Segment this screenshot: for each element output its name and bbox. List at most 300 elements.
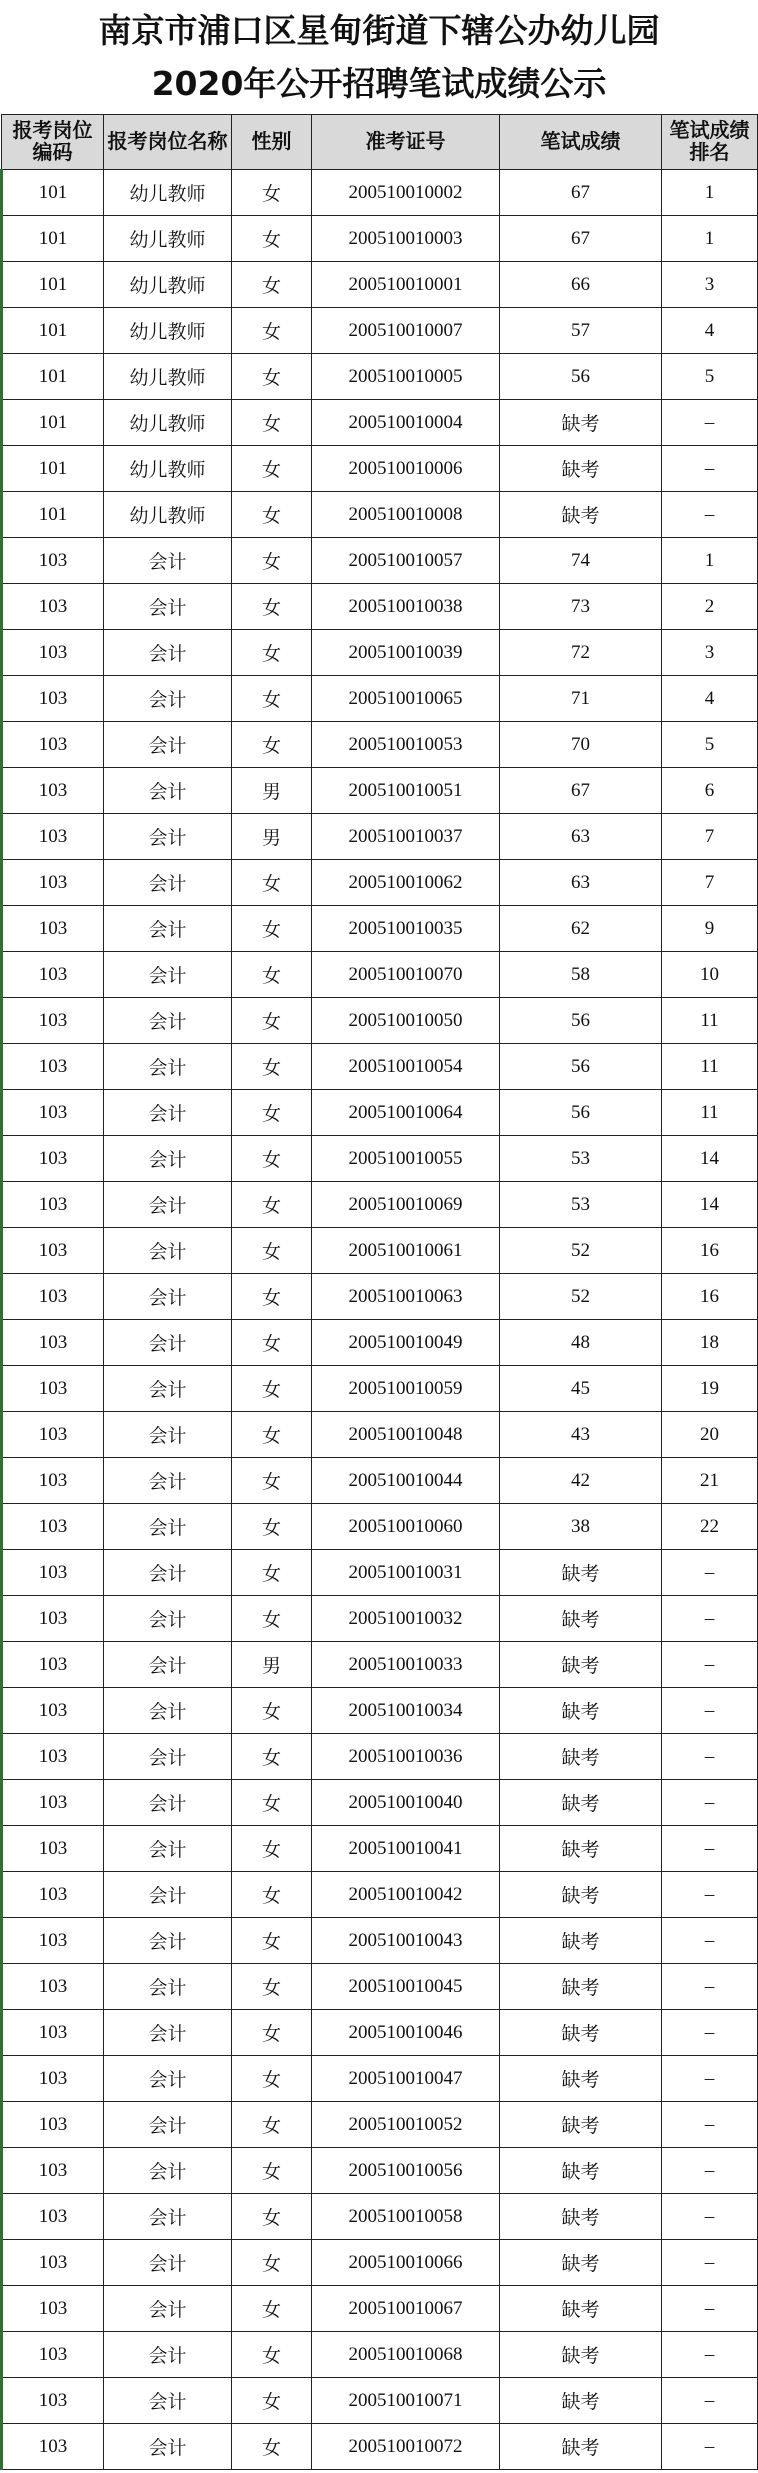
cell-position-code: 103 xyxy=(2,2332,104,2378)
cell-position-code: 103 xyxy=(2,814,104,860)
table-row xyxy=(2,1688,758,1734)
cell-position-name: 会计 xyxy=(104,906,232,952)
table-body xyxy=(2,170,758,2470)
cell-ticket-number: 200510010072 xyxy=(312,2424,500,2470)
table-row xyxy=(2,952,758,998)
cell-gender: 女 xyxy=(232,1274,312,1320)
cell-score: 缺考 xyxy=(500,1780,662,1826)
cell-gender: 女 xyxy=(232,2148,312,2194)
table-row xyxy=(2,1458,758,1504)
cell-ticket-number: 200510010043 xyxy=(312,1918,500,1964)
cell-score: 缺考 xyxy=(500,492,662,538)
cell-score: 52 xyxy=(500,1274,662,1320)
cell-rank: 18 xyxy=(662,1320,758,1366)
cell-rank: – xyxy=(662,492,758,538)
table-row xyxy=(2,1734,758,1780)
table-row xyxy=(2,446,758,492)
cell-rank: 2 xyxy=(662,584,758,630)
cell-score: 53 xyxy=(500,1182,662,1228)
cell-gender: 女 xyxy=(232,1780,312,1826)
cell-position-name: 会计 xyxy=(104,1504,232,1550)
cell-position-name: 会计 xyxy=(104,2102,232,2148)
cell-position-code: 101 xyxy=(2,492,104,538)
cell-position-code: 103 xyxy=(2,1366,104,1412)
cell-gender: 女 xyxy=(232,1826,312,1872)
cell-gender: 女 xyxy=(232,722,312,768)
cell-rank: – xyxy=(662,2424,758,2470)
cell-gender: 女 xyxy=(232,1136,312,1182)
cell-gender: 女 xyxy=(232,1688,312,1734)
cell-rank: – xyxy=(662,1734,758,1780)
table-row xyxy=(2,354,758,400)
cell-score: 67 xyxy=(500,216,662,262)
cell-rank: 7 xyxy=(662,860,758,906)
table-row xyxy=(2,2056,758,2102)
cell-gender: 女 xyxy=(232,1182,312,1228)
cell-ticket-number: 200510010039 xyxy=(312,630,500,676)
cell-position-name: 会计 xyxy=(104,768,232,814)
cell-rank: 1 xyxy=(662,538,758,584)
cell-rank: – xyxy=(662,1780,758,1826)
cell-rank: 11 xyxy=(662,1044,758,1090)
cell-position-code: 103 xyxy=(2,2240,104,2286)
cell-ticket-number: 200510010035 xyxy=(312,906,500,952)
cell-ticket-number: 200510010038 xyxy=(312,584,500,630)
header-score: 笔试成绩 xyxy=(500,115,662,170)
cell-rank: 22 xyxy=(662,1504,758,1550)
cell-position-code: 103 xyxy=(2,538,104,584)
cell-score: 57 xyxy=(500,308,662,354)
cell-gender: 女 xyxy=(232,400,312,446)
cell-position-code: 103 xyxy=(2,768,104,814)
cell-gender: 女 xyxy=(232,2378,312,2424)
table-row xyxy=(2,1504,758,1550)
cell-score: 缺考 xyxy=(500,2102,662,2148)
table-row xyxy=(2,998,758,1044)
cell-position-name: 会计 xyxy=(104,1366,232,1412)
table-row xyxy=(2,906,758,952)
table-row xyxy=(2,492,758,538)
cell-gender: 女 xyxy=(232,2424,312,2470)
cell-gender: 女 xyxy=(232,630,312,676)
cell-ticket-number: 200510010048 xyxy=(312,1412,500,1458)
cell-score: 缺考 xyxy=(500,2056,662,2102)
cell-gender: 女 xyxy=(232,354,312,400)
header-rank: 笔试成绩排名 xyxy=(662,115,758,170)
cell-rank: – xyxy=(662,1550,758,1596)
cell-position-code: 101 xyxy=(2,400,104,446)
cell-score: 缺考 xyxy=(500,2286,662,2332)
table-row xyxy=(2,2010,758,2056)
table-row xyxy=(2,1550,758,1596)
cell-ticket-number: 200510010052 xyxy=(312,2102,500,2148)
table-row xyxy=(2,2424,758,2470)
header-position-name: 报考岗位名称 xyxy=(104,115,232,170)
cell-rank: 14 xyxy=(662,1182,758,1228)
cell-position-name: 幼儿教师 xyxy=(104,400,232,446)
cell-position-name: 会计 xyxy=(104,2240,232,2286)
cell-position-name: 会计 xyxy=(104,2286,232,2332)
cell-gender: 女 xyxy=(232,1412,312,1458)
cell-gender: 女 xyxy=(232,2332,312,2378)
cell-rank: 7 xyxy=(662,814,758,860)
cell-gender: 女 xyxy=(232,1918,312,1964)
cell-position-name: 会计 xyxy=(104,2010,232,2056)
cell-score: 缺考 xyxy=(500,1642,662,1688)
cell-rank: 14 xyxy=(662,1136,758,1182)
cell-rank: – xyxy=(662,1642,758,1688)
cell-rank: – xyxy=(662,1596,758,1642)
cell-ticket-number: 200510010062 xyxy=(312,860,500,906)
cell-gender: 女 xyxy=(232,2194,312,2240)
cell-position-code: 103 xyxy=(2,630,104,676)
cell-rank: 4 xyxy=(662,676,758,722)
cell-gender: 女 xyxy=(232,262,312,308)
table-row xyxy=(2,2194,758,2240)
cell-score: 缺考 xyxy=(500,1550,662,1596)
cell-rank: – xyxy=(662,1826,758,1872)
cell-position-name: 会计 xyxy=(104,1044,232,1090)
header-ticket-number: 准考证号 xyxy=(312,115,500,170)
cell-rank: 11 xyxy=(662,998,758,1044)
table-row xyxy=(2,1044,758,1090)
table-row xyxy=(2,1826,758,1872)
cell-score: 缺考 xyxy=(500,2194,662,2240)
cell-position-name: 会计 xyxy=(104,814,232,860)
table-row xyxy=(2,2240,758,2286)
table-row xyxy=(2,2332,758,2378)
table-header xyxy=(2,115,758,170)
cell-ticket-number: 200510010058 xyxy=(312,2194,500,2240)
cell-ticket-number: 200510010046 xyxy=(312,2010,500,2056)
cell-ticket-number: 200510010061 xyxy=(312,1228,500,1274)
cell-ticket-number: 200510010050 xyxy=(312,998,500,1044)
cell-position-code: 103 xyxy=(2,584,104,630)
cell-gender: 女 xyxy=(232,1504,312,1550)
cell-rank: – xyxy=(662,2240,758,2286)
cell-position-name: 会计 xyxy=(104,1550,232,1596)
table-row xyxy=(2,2378,758,2424)
cell-score: 72 xyxy=(500,630,662,676)
table-row xyxy=(2,308,758,354)
cell-gender: 男 xyxy=(232,814,312,860)
cell-position-name: 会计 xyxy=(104,1688,232,1734)
cell-rank: 3 xyxy=(662,630,758,676)
table-row xyxy=(2,1642,758,1688)
cell-rank: 1 xyxy=(662,216,758,262)
cell-rank: 3 xyxy=(662,262,758,308)
cell-gender: 女 xyxy=(232,1320,312,1366)
cell-rank: 21 xyxy=(662,1458,758,1504)
cell-position-code: 103 xyxy=(2,1826,104,1872)
table-row xyxy=(2,170,758,216)
cell-gender: 女 xyxy=(232,998,312,1044)
table-row xyxy=(2,768,758,814)
cell-gender: 女 xyxy=(232,676,312,722)
table-row xyxy=(2,2148,758,2194)
cell-ticket-number: 200510010008 xyxy=(312,492,500,538)
cell-position-code: 103 xyxy=(2,2194,104,2240)
cell-gender: 男 xyxy=(232,768,312,814)
cell-ticket-number: 200510010007 xyxy=(312,308,500,354)
cell-rank: 5 xyxy=(662,354,758,400)
cell-position-code: 103 xyxy=(2,2148,104,2194)
cell-score: 56 xyxy=(500,1090,662,1136)
cell-ticket-number: 200510010033 xyxy=(312,1642,500,1688)
cell-ticket-number: 200510010053 xyxy=(312,722,500,768)
cell-position-code: 101 xyxy=(2,262,104,308)
cell-score: 52 xyxy=(500,1228,662,1274)
cell-position-name: 会计 xyxy=(104,2424,232,2470)
cell-position-name: 会计 xyxy=(104,2378,232,2424)
cell-score: 缺考 xyxy=(500,1596,662,1642)
cell-gender: 女 xyxy=(232,538,312,584)
cell-rank: – xyxy=(662,400,758,446)
table-row xyxy=(2,1872,758,1918)
cell-gender: 女 xyxy=(232,170,312,216)
cell-score: 73 xyxy=(500,584,662,630)
cell-position-name: 会计 xyxy=(104,1734,232,1780)
cell-score: 70 xyxy=(500,722,662,768)
cell-ticket-number: 200510010034 xyxy=(312,1688,500,1734)
cell-ticket-number: 200510010055 xyxy=(312,1136,500,1182)
cell-position-code: 103 xyxy=(2,2010,104,2056)
table-row xyxy=(2,1596,758,1642)
cell-gender: 女 xyxy=(232,952,312,998)
cell-score: 缺考 xyxy=(500,1918,662,1964)
cell-position-name: 会计 xyxy=(104,630,232,676)
cell-position-name: 会计 xyxy=(104,860,232,906)
cell-ticket-number: 200510010064 xyxy=(312,1090,500,1136)
cell-position-code: 101 xyxy=(2,308,104,354)
cell-score: 42 xyxy=(500,1458,662,1504)
table-row xyxy=(2,1182,758,1228)
table-row xyxy=(2,1918,758,1964)
cell-position-code: 103 xyxy=(2,1872,104,1918)
cell-position-code: 103 xyxy=(2,1458,104,1504)
cell-score: 66 xyxy=(500,262,662,308)
cell-position-code: 103 xyxy=(2,1320,104,1366)
cell-position-code: 103 xyxy=(2,1734,104,1780)
cell-ticket-number: 200510010041 xyxy=(312,1826,500,1872)
cell-position-code: 103 xyxy=(2,906,104,952)
cell-ticket-number: 200510010044 xyxy=(312,1458,500,1504)
cell-gender: 女 xyxy=(232,1090,312,1136)
cell-rank: 1 xyxy=(662,170,758,216)
cell-score: 缺考 xyxy=(500,2332,662,2378)
table-row xyxy=(2,1412,758,1458)
cell-score: 缺考 xyxy=(500,2010,662,2056)
cell-score: 56 xyxy=(500,998,662,1044)
cell-position-name: 会计 xyxy=(104,2056,232,2102)
cell-score: 48 xyxy=(500,1320,662,1366)
cell-score: 缺考 xyxy=(500,2378,662,2424)
cell-position-code: 103 xyxy=(2,1964,104,2010)
cell-score: 71 xyxy=(500,676,662,722)
cell-rank: 4 xyxy=(662,308,758,354)
cell-position-code: 103 xyxy=(2,2424,104,2470)
cell-ticket-number: 200510010057 xyxy=(312,538,500,584)
cell-position-name: 会计 xyxy=(104,1596,232,1642)
cell-ticket-number: 200510010054 xyxy=(312,1044,500,1090)
cell-position-code: 103 xyxy=(2,952,104,998)
cell-position-name: 会计 xyxy=(104,2148,232,2194)
cell-position-code: 103 xyxy=(2,1044,104,1090)
cell-position-name: 会计 xyxy=(104,952,232,998)
cell-gender: 女 xyxy=(232,906,312,952)
cell-position-code: 101 xyxy=(2,354,104,400)
cell-rank: – xyxy=(662,2102,758,2148)
cell-ticket-number: 200510010070 xyxy=(312,952,500,998)
cell-position-name: 幼儿教师 xyxy=(104,446,232,492)
cell-position-name: 会计 xyxy=(104,998,232,1044)
cell-gender: 女 xyxy=(232,1964,312,2010)
table-row xyxy=(2,1366,758,1412)
table-row xyxy=(2,1320,758,1366)
cell-score: 38 xyxy=(500,1504,662,1550)
cell-position-code: 103 xyxy=(2,1274,104,1320)
cell-score: 63 xyxy=(500,814,662,860)
table-row xyxy=(2,2102,758,2148)
cell-gender: 女 xyxy=(232,2056,312,2102)
cell-score: 56 xyxy=(500,354,662,400)
cell-score: 缺考 xyxy=(500,400,662,446)
cell-ticket-number: 200510010004 xyxy=(312,400,500,446)
cell-gender: 女 xyxy=(232,1044,312,1090)
cell-position-code: 103 xyxy=(2,1412,104,1458)
cell-position-code: 103 xyxy=(2,1918,104,1964)
cell-position-code: 103 xyxy=(2,1228,104,1274)
cell-position-name: 会计 xyxy=(104,1642,232,1688)
cell-position-name: 会计 xyxy=(104,1412,232,1458)
cell-gender: 女 xyxy=(232,1228,312,1274)
cell-rank: – xyxy=(662,2148,758,2194)
cell-gender: 男 xyxy=(232,1642,312,1688)
cell-score: 56 xyxy=(500,1044,662,1090)
header-row xyxy=(2,115,758,170)
cell-rank: 10 xyxy=(662,952,758,998)
cell-ticket-number: 200510010036 xyxy=(312,1734,500,1780)
table-row xyxy=(2,538,758,584)
cell-gender: 女 xyxy=(232,492,312,538)
table-row xyxy=(2,1090,758,1136)
cell-ticket-number: 200510010037 xyxy=(312,814,500,860)
cell-rank: 16 xyxy=(662,1228,758,1274)
cell-position-name: 幼儿教师 xyxy=(104,262,232,308)
header-gender: 性别 xyxy=(232,115,312,170)
cell-position-name: 会计 xyxy=(104,1458,232,1504)
cell-position-name: 幼儿教师 xyxy=(104,308,232,354)
cell-ticket-number: 200510010069 xyxy=(312,1182,500,1228)
cell-gender: 女 xyxy=(232,446,312,492)
cell-position-code: 103 xyxy=(2,676,104,722)
table-row xyxy=(2,400,758,446)
cell-position-name: 会计 xyxy=(104,676,232,722)
cell-ticket-number: 200510010056 xyxy=(312,2148,500,2194)
cell-position-name: 幼儿教师 xyxy=(104,354,232,400)
cell-position-name: 会计 xyxy=(104,722,232,768)
cell-rank: – xyxy=(662,1964,758,2010)
cell-position-code: 103 xyxy=(2,722,104,768)
cell-position-name: 会计 xyxy=(104,1780,232,1826)
cell-rank: 11 xyxy=(662,1090,758,1136)
cell-rank: – xyxy=(662,1918,758,1964)
table-row xyxy=(2,722,758,768)
cell-position-code: 103 xyxy=(2,1596,104,1642)
cell-ticket-number: 200510010042 xyxy=(312,1872,500,1918)
cell-gender: 女 xyxy=(232,308,312,354)
cell-ticket-number: 200510010067 xyxy=(312,2286,500,2332)
cell-rank: – xyxy=(662,1688,758,1734)
table-row xyxy=(2,676,758,722)
cell-score: 67 xyxy=(500,768,662,814)
cell-ticket-number: 200510010003 xyxy=(312,216,500,262)
table-row xyxy=(2,814,758,860)
cell-position-name: 会计 xyxy=(104,584,232,630)
cell-score: 缺考 xyxy=(500,2148,662,2194)
cell-gender: 女 xyxy=(232,216,312,262)
table-row xyxy=(2,860,758,906)
cell-gender: 女 xyxy=(232,1366,312,1412)
cell-ticket-number: 200510010051 xyxy=(312,768,500,814)
cell-position-code: 103 xyxy=(2,1182,104,1228)
cell-position-name: 会计 xyxy=(104,1872,232,1918)
cell-ticket-number: 200510010001 xyxy=(312,262,500,308)
cell-position-code: 101 xyxy=(2,170,104,216)
cell-position-name: 会计 xyxy=(104,1182,232,1228)
cell-ticket-number: 200510010047 xyxy=(312,2056,500,2102)
header-position-code: 报考岗位编码 xyxy=(2,115,104,170)
cell-position-code: 103 xyxy=(2,860,104,906)
cell-ticket-number: 200510010063 xyxy=(312,1274,500,1320)
table-row xyxy=(2,1780,758,1826)
cell-score: 67 xyxy=(500,170,662,216)
cell-ticket-number: 200510010059 xyxy=(312,1366,500,1412)
cell-position-code: 103 xyxy=(2,2378,104,2424)
cell-position-code: 103 xyxy=(2,1780,104,1826)
cell-ticket-number: 200510010060 xyxy=(312,1504,500,1550)
cell-gender: 女 xyxy=(232,584,312,630)
cell-rank: 19 xyxy=(662,1366,758,1412)
cell-ticket-number: 200510010006 xyxy=(312,446,500,492)
cell-position-code: 103 xyxy=(2,1136,104,1182)
cell-rank: – xyxy=(662,2378,758,2424)
page-subtitle: 2020年公开招聘笔试成绩公示 xyxy=(151,64,607,103)
cell-ticket-number: 200510010071 xyxy=(312,2378,500,2424)
cell-score: 45 xyxy=(500,1366,662,1412)
results-table xyxy=(0,114,758,2470)
table-row xyxy=(2,1228,758,1274)
cell-rank: 20 xyxy=(662,1412,758,1458)
table-row xyxy=(2,1964,758,2010)
cell-ticket-number: 200510010005 xyxy=(312,354,500,400)
cell-ticket-number: 200510010049 xyxy=(312,1320,500,1366)
cell-rank: – xyxy=(662,2194,758,2240)
cell-rank: – xyxy=(662,2332,758,2378)
cell-position-code: 101 xyxy=(2,216,104,262)
cell-score: 74 xyxy=(500,538,662,584)
cell-score: 缺考 xyxy=(500,1872,662,1918)
cell-score: 62 xyxy=(500,906,662,952)
cell-gender: 女 xyxy=(232,1458,312,1504)
cell-position-code: 103 xyxy=(2,2286,104,2332)
cell-position-name: 会计 xyxy=(104,1228,232,1274)
cell-position-name: 幼儿教师 xyxy=(104,216,232,262)
cell-gender: 女 xyxy=(232,860,312,906)
cell-ticket-number: 200510010066 xyxy=(312,2240,500,2286)
cell-score: 缺考 xyxy=(500,1688,662,1734)
cell-position-name: 会计 xyxy=(104,1918,232,1964)
